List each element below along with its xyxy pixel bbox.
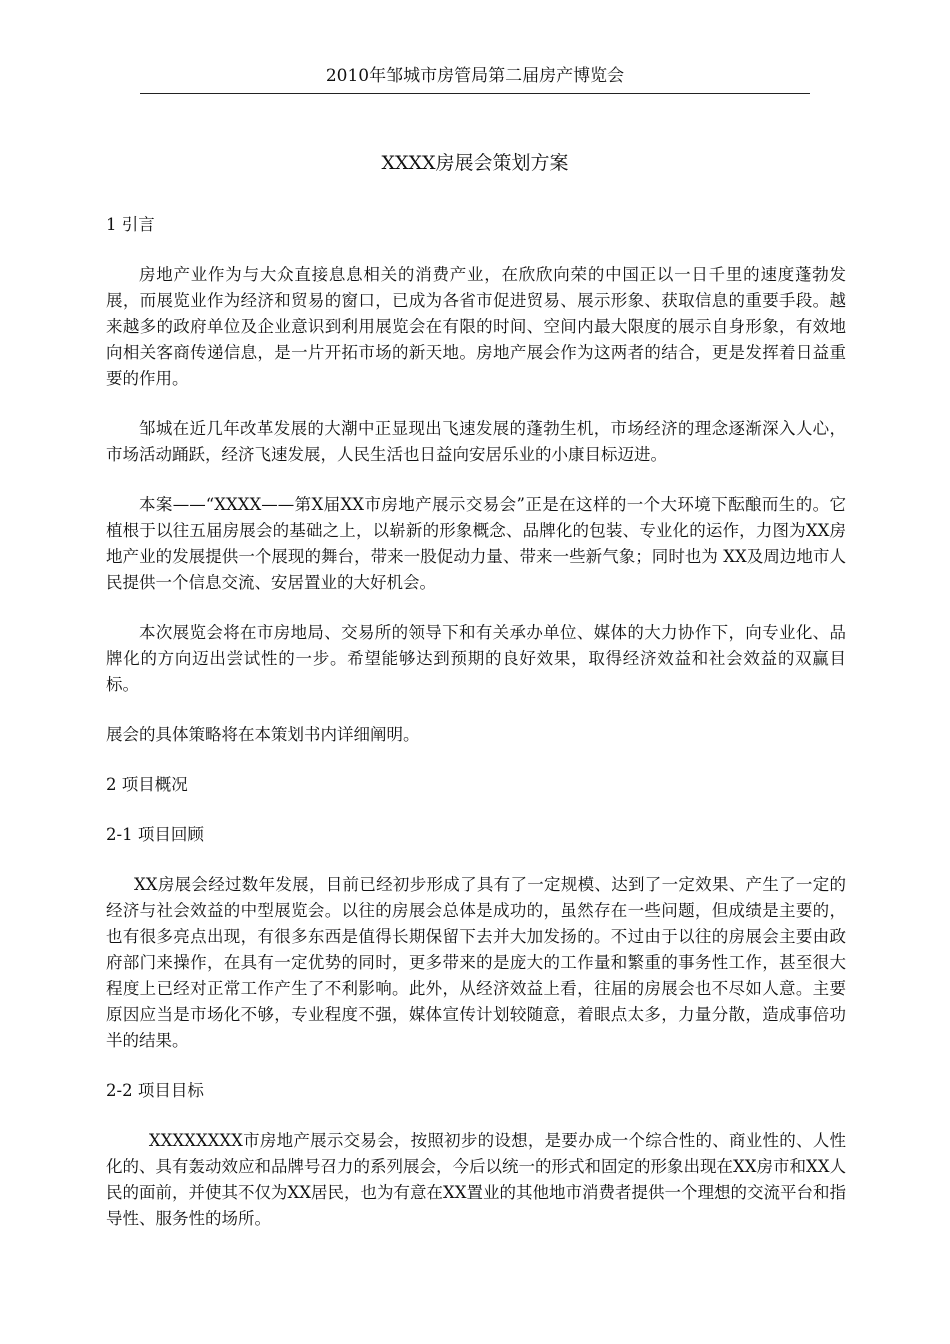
- paragraph: 本次展览会将在市房地局、交易所的领导下和有关承办单位、媒体的大力协作下，向专业化、品牌化的方向迈出尝试性的一步。希望能够达到预期的良好效果，取得经济效益和社会效益的双赢目标。: [106, 623, 846, 694]
- paragraph: 本案——“XXXX——第X届XX市房地产展示交易会”正是在这样的一个大环境下酝酿而生的。它植根于以往五届房展会的基础之上，以崭新的形象概念、品牌化的包装、专业化的运作，力图为XX房地产业的发展提供一个展现的舞台，带来一股促动力量、带来一些新气象；同时也为 XX及周边地市人民提供一个信息交流、安居置业的大好机会。: [106, 495, 846, 592]
- section-heading-project-goals: 2-2 项目目标: [106, 1081, 204, 1100]
- document-title: XXXX房展会策划方案: [381, 152, 569, 174]
- paragraph: 房地产业作为与大众直接息息相关的消费产业，在欣欣向荣的中国正以一日千里的速度蓬勃发展，而展览业作为经济和贸易的窗口，已成为各省市促进贸易、展示形象、获取信息的重要手段。越来越多的政府单位及企业意识到利用展览会在有限的时间、空间内最大限度的展示自身形象，有效地向相关客商传递信息，是一片开拓市场的新天地。房地产展会作为这两者的结合，更是发挥着日益重要的作用。: [106, 265, 846, 388]
- paragraph: XX房展会经过数年发展，目前已经初步形成了具有了一定规模、达到了一定效果、产生了一定的经济与社会效益的中型展览会。以往的房展会总体是成功的，虽然存在一些问题，但成绩是主要的，也有很多亮点出现，有很多东西是值得长期保留下去并大加发扬的。不过由于以往的房展会主要由政府部门来操作，在具有一定优势的同时，更多带来的是庞大的工作量和繁重的事务性工作，甚至很大程度上已经对正常工作产生了不利影响。此外，从经济效益上看，往届的房展会也不尽如人意。主要原因应当是市场化不够，专业程度不强，媒体宣传计划较随意，着眼点太多，力量分散，造成事倍功半的结果。: [106, 875, 846, 1050]
- document-body: [106, 212, 846, 1256]
- section-heading-project-overview: 2 项目概况: [106, 775, 188, 794]
- section-heading-project-review: 2-1 项目回顾: [106, 825, 204, 844]
- section-heading-introduction: 1 引言: [106, 215, 155, 234]
- paragraph: 邹城在近几年改革发展的大潮中正显现出飞速发展的蓬勃生机，市场经济的理念逐渐深入人心，市场活动踊跃，经济飞速发展，人民生活也日益向安居乐业的小康目标迈进。: [106, 419, 846, 464]
- paragraph: XXXXXXXX市房地产展示交易会，按照初步的设想，是要办成一个综合性的、商业性的、人性化的、具有轰动效应和品牌号召力的系列展会，今后以统一的形式和固定的形象出现在XX房市和XX人民的面前，并使其不仅为XX居民，也为有意在XX置业的其他地市消费者提供一个理想的交流平台和指导性、服务性的场所。: [106, 1131, 846, 1228]
- paragraph: 展会的具体策略将在本策划书内详细阐明。: [106, 725, 420, 744]
- header-rule: [140, 93, 810, 94]
- running-header: 2010年邹城市房管局第二届房产博览会: [325, 66, 625, 86]
